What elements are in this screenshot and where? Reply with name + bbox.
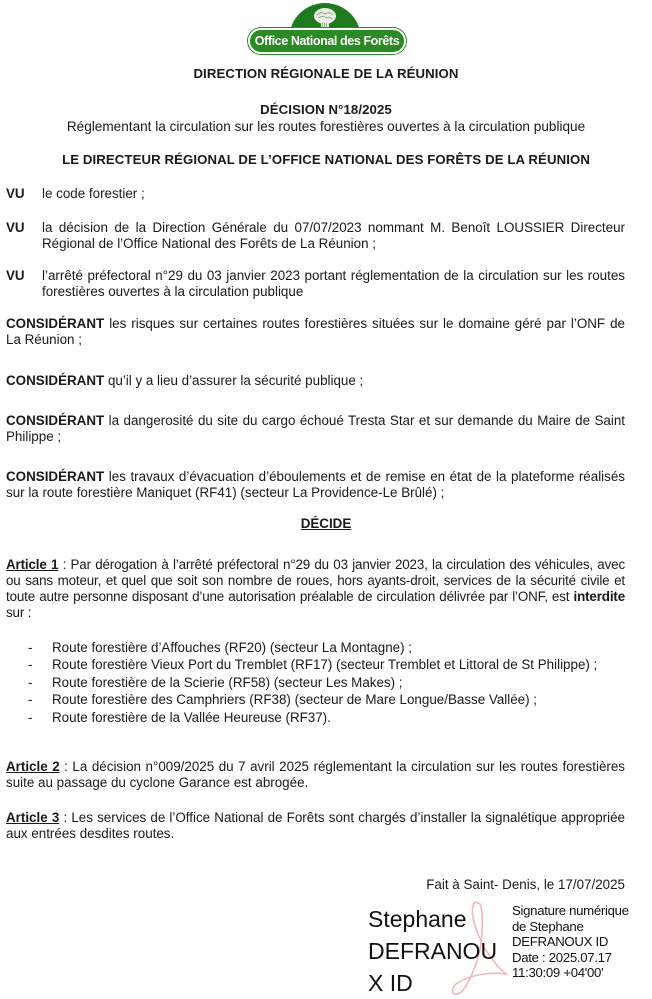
road-name: Route forestière des Camphriers (RF38) (secteur de Mare Longue/Basse Vallée) ; (52, 692, 538, 708)
road-name: Route forestière de la Vallée Heureuse (RF37). (52, 709, 331, 725)
authority-title: LE DIRECTEUR RÉGIONAL DE L’OFFICE NATIONAL DES FORÊTS DE LA RÉUNION (62, 152, 590, 167)
signature-name-line: X ID (368, 970, 413, 996)
signature-detail-line: DEFRANOUX ID (512, 934, 609, 950)
visa-item (6, 220, 626, 252)
bullet: - (28, 692, 33, 708)
visa-item (6, 186, 626, 202)
bullet: - (28, 657, 33, 673)
considerant-text: les risques sur certaines routes forestières situées sur le domaine géré par l’ONF de La Réunion ; (6, 316, 625, 347)
considerant-label: CONSIDÉRANT (6, 316, 105, 331)
considerant-item (6, 413, 625, 445)
road-name: Route forestière de la Scierie (RF58) (secteur Les Makes) ; (52, 674, 403, 690)
signature-detail-line: 11:30:09 +04'00' (512, 965, 604, 981)
road-list (28, 639, 626, 726)
signature-detail-line: Date : 2025.07.17 (512, 949, 612, 965)
article-emphasis: interdite (573, 589, 625, 604)
signature-detail-line: Signature numérique (512, 903, 629, 918)
signature-name-line: DEFRANOU (368, 938, 498, 964)
considerant-text: la dangerosité du site du cargo échoué Tresta Star et sur demande du Maire de Saint Philippe ; (6, 413, 625, 444)
article-label: Article 2 (6, 759, 60, 774)
visa-label: VU (6, 220, 25, 235)
decide-heading (0, 516, 652, 532)
direction-title: DIRECTION RÉGIONALE DE LA RÉUNION (193, 66, 459, 81)
signature-details (512, 903, 652, 981)
visa-text: l’arrêté préfectoral n°29 du 03 janvier 2023 portant réglementation de la circulation sur les routes forestières ouvertes à la circulation publique (42, 268, 625, 299)
article-text: : Les services de l’Office National de Forêts sont chargés d’installer la signalétique appropriée aux entrées desdites routes. (6, 810, 626, 841)
considerant-text: les travaux d’évacuation d’éboulements et de remise en état de la plateforme réalisés sur la route forestière Maniquet (RF41) (secteur La Providence-Le Brûlé) ; (6, 469, 625, 500)
considerant-item (6, 316, 625, 348)
article-label: Article 3 (6, 810, 60, 825)
article-text: : Par dérogation à l’arrêté préfectoral n°29 du 03 janvier 2023, la circulation des véhicules, avec ou sans moteur, et quel que soit son nombre de roues, hors ayants-droit, services de la sécurité civile et toute autre personne disposant d’une autorisation préalable de circulation délivrée par l’ONF, est (6, 557, 625, 604)
considerant-text: qu’il y a lieu d’assurer la sécurité publique ; (107, 373, 364, 388)
article-text: : La décision n°009/2025 du 7 avril 2025 réglementant la circulation sur les routes forestières suite au passage du cyclone Garance est abrogée. (6, 759, 626, 790)
article-1 (6, 557, 625, 621)
visa-label: VU (6, 268, 25, 283)
list-item (28, 656, 626, 673)
bullet: - (28, 640, 33, 655)
decide-label: DÉCIDE (300, 516, 352, 531)
list-item (28, 674, 626, 691)
decision-subtitle: Réglementant la circulation sur les routes forestières ouvertes à la circulation publique (66, 119, 586, 134)
considerant-label: CONSIDÉRANT (6, 413, 105, 428)
visa-text: la décision de la Direction Générale du 07/07/2023 nommant M. Benoît LOUSSIER Directeur Régional de l’Office National des Forêts de La Réunion ; (42, 220, 625, 251)
article-label: Article 1 (6, 557, 59, 572)
signature-detail-line: de Stephane (512, 918, 584, 934)
considerant-item (6, 469, 625, 501)
considerant-label: CONSIDÉRANT (6, 469, 105, 484)
visa-item (6, 268, 626, 300)
road-name: Route forestière d’Affouches (RF20) (secteur La Montagne) ; (52, 640, 412, 655)
decision-number: DÉCISION N°18/2025 (260, 102, 392, 117)
road-name: Route forestière Vieux Port du Tremblet (RF17) (secteur Tremblet et Littoral de St Philippe) ; (52, 657, 598, 673)
article-3 (6, 810, 625, 842)
considerant-label: CONSIDÉRANT (6, 373, 105, 388)
signature-name (368, 903, 498, 999)
bullet: - (28, 674, 33, 690)
logo-text: Office National des Forêts (248, 28, 406, 54)
list-item (28, 639, 626, 656)
article-text-end: sur : (6, 605, 32, 620)
article-2 (6, 759, 625, 791)
visa-text: le code forestier ; (42, 186, 145, 201)
list-item (28, 709, 626, 726)
considerant-item (6, 373, 625, 389)
bullet: - (28, 709, 33, 725)
onf-logo (248, 3, 406, 53)
visa-label: VU (6, 186, 25, 201)
list-item (28, 691, 626, 708)
signature-name-line: Stephane (368, 906, 467, 932)
place-date: Fait à Saint- Denis, le 17/07/2025 (426, 877, 625, 892)
